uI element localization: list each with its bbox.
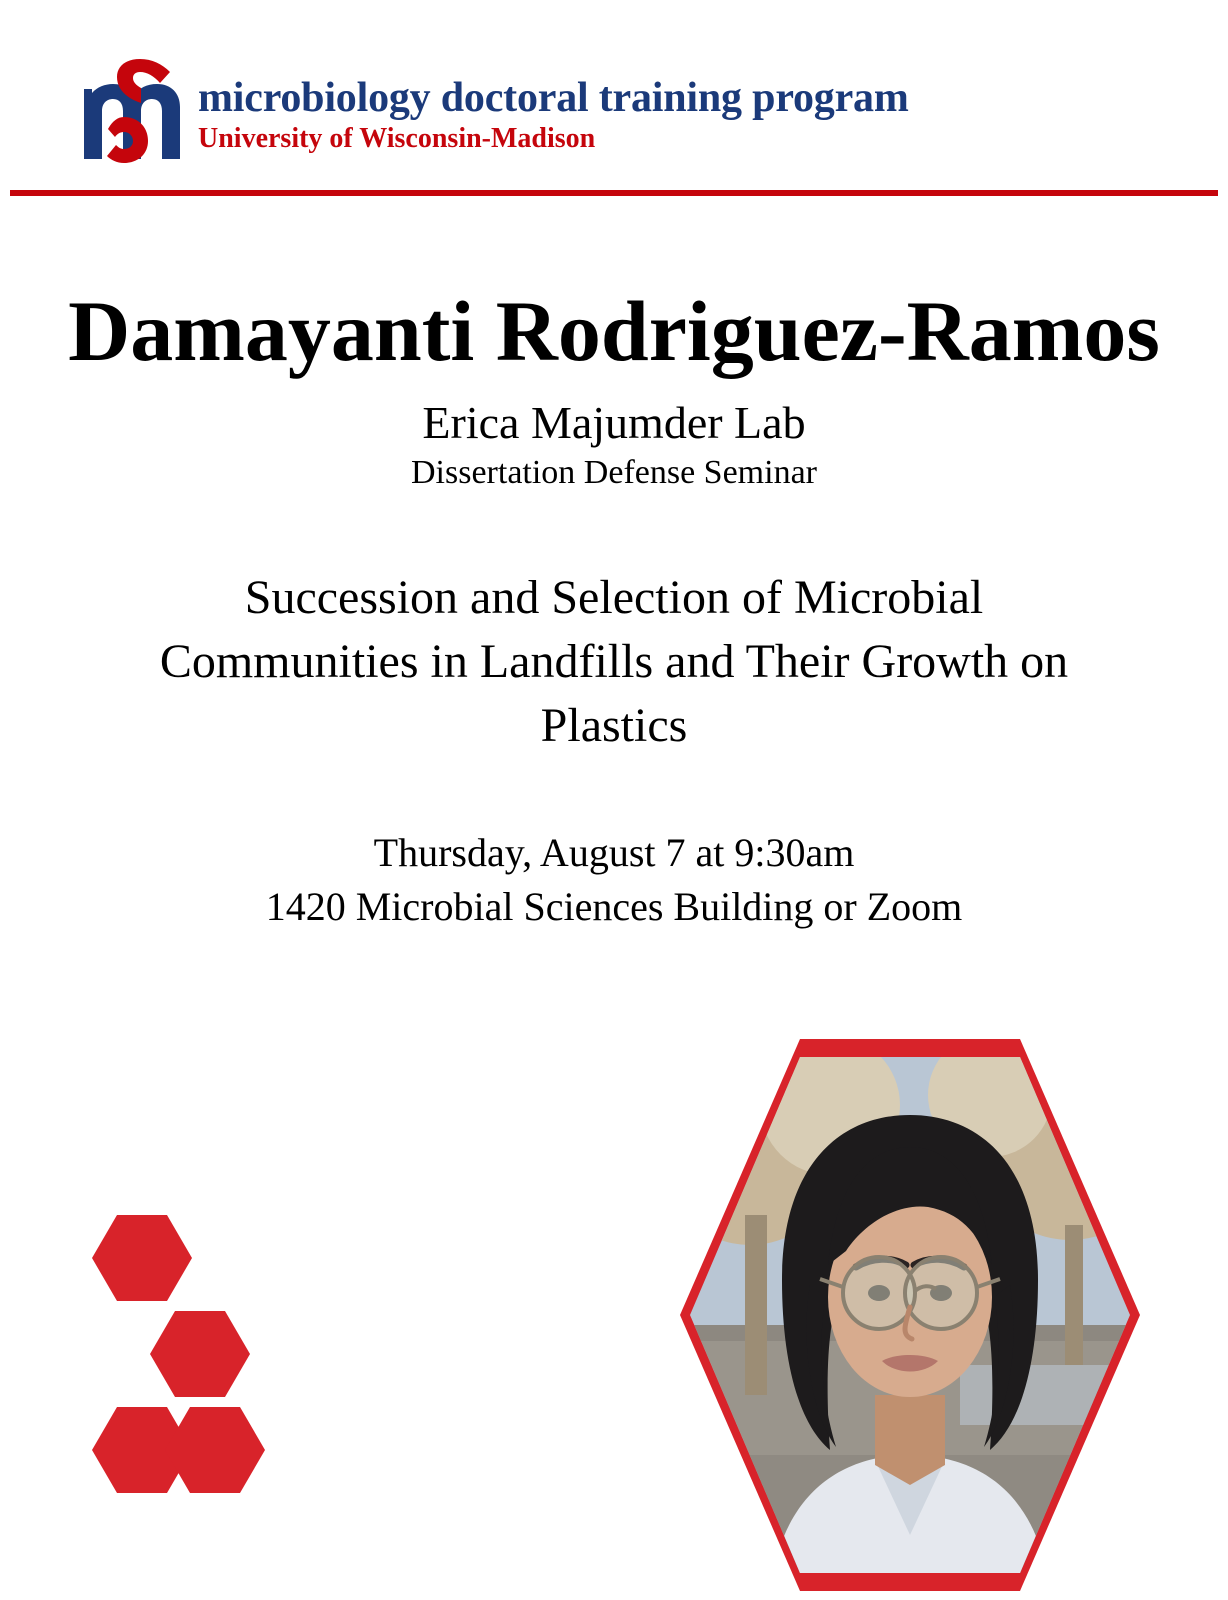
- flyer-content: [0, 200, 1228, 934]
- program-title: microbiology doctoral training program: [198, 75, 909, 121]
- speaker-name: Damayanti Rodriguez-Ramos: [68, 283, 1160, 379]
- red-hexagon-cluster-icon: [62, 1205, 302, 1545]
- lab-name: Erica Majumder Lab: [422, 397, 806, 448]
- logo-wordmark: [198, 55, 909, 155]
- seminar-type: Dissertation Defense Seminar: [411, 454, 817, 491]
- header-divider: [10, 190, 1218, 196]
- institution-name: University of Wisconsin-Madison: [198, 123, 596, 154]
- uw-microbiology-m-logo-icon: [78, 55, 190, 165]
- event-datetime: Thursday, August 7 at 9:30am: [373, 830, 855, 875]
- program-logo: [78, 55, 909, 165]
- talk-title: Succession and Selection of Microbial Communities in Landfills and Their Growth on Plastics: [159, 571, 1069, 752]
- speaker-portrait: [660, 1035, 1160, 1595]
- page-header: [0, 0, 1228, 200]
- event-location: 1420 Microbial Sciences Building or Zoom: [265, 884, 963, 929]
